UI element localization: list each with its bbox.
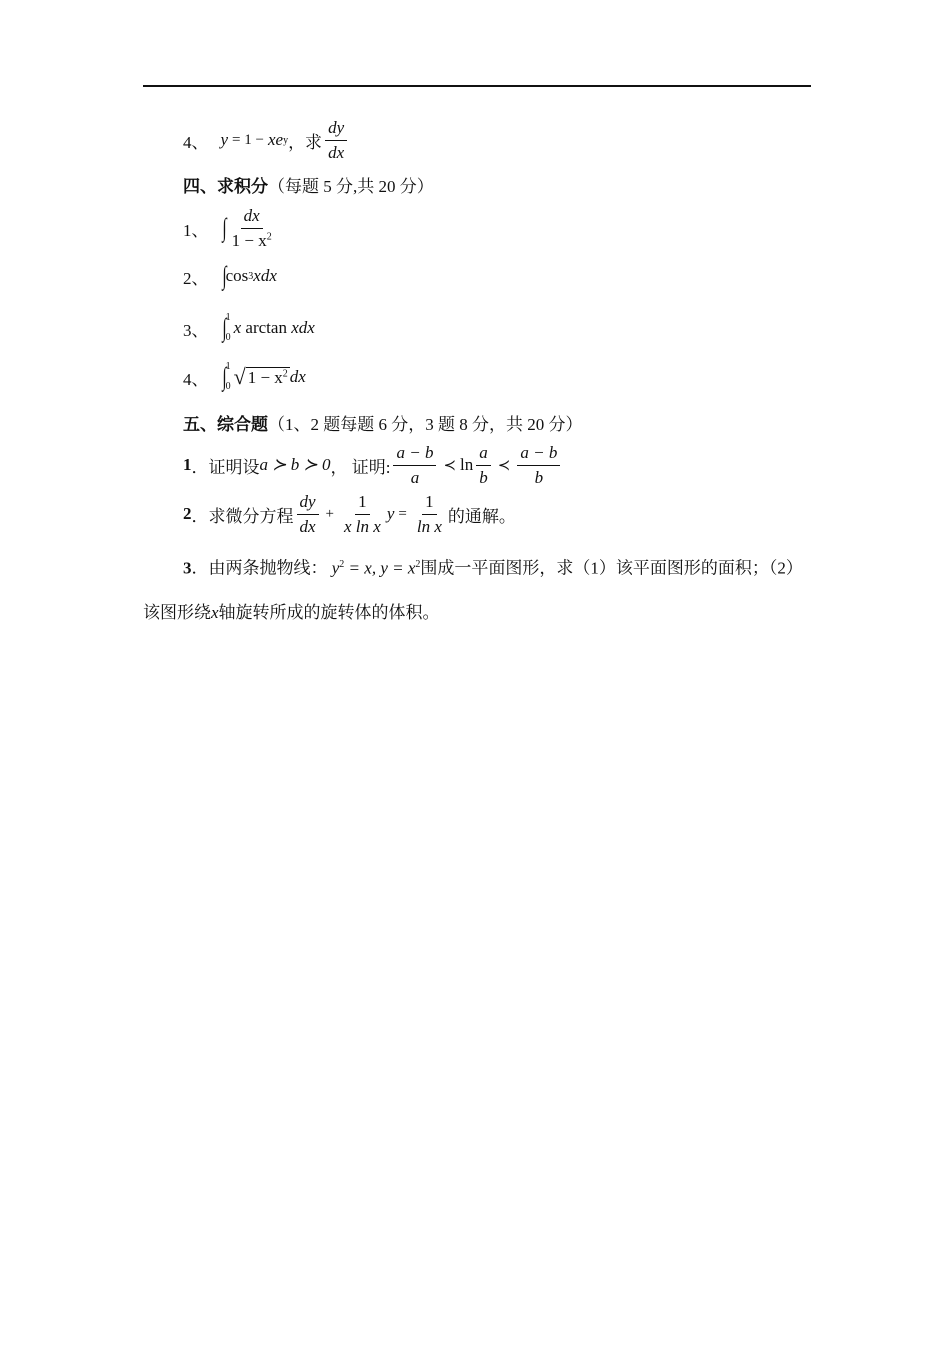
item-number: 2、 [183, 268, 209, 288]
fn-arctan: arctan [245, 318, 287, 337]
fraction: $\frac{dx}{1 - x^2}$ [231, 206, 272, 250]
fraction: $\frac{a}{b}$ [476, 443, 491, 487]
expr-sup: y [283, 134, 289, 146]
integral-limits: 1 0 [225, 361, 231, 392]
integral-sign: ∫ [221, 213, 227, 243]
expr-eq: = 1 − [232, 131, 264, 148]
integral-sign: ∫ [221, 313, 227, 342]
header-rule [143, 85, 811, 87]
section-5-heading [183, 410, 583, 435]
problem-3: 3．由两条抛物线： $y^2 = x$, $y = x^2$围成一平面图形，求（1）该平面图形的面积；（2）该图形绕x轴旋转所成的旋转体的体积。 [143, 558, 803, 622]
item-number: 1、 [183, 220, 209, 240]
item-number: 4、 [183, 369, 209, 389]
problem-number: 2 [183, 504, 192, 524]
section-note: （每题 5 分,共 20 分） [268, 177, 434, 196]
integral-item-2 [183, 263, 277, 289]
exponent: 3 [248, 270, 254, 282]
condition: a ≻ b ≻ 0 [259, 455, 331, 475]
square-root: √ $1 - x^2$ [233, 364, 288, 389]
fraction: $\frac{a - b}{a}$ [393, 443, 436, 487]
integral-item-3 [183, 313, 315, 343]
question-number: 4、 [183, 132, 209, 152]
fraction: $\frac{a - b}{b}$ [517, 443, 560, 487]
section-title: 四、求积分 [183, 177, 268, 196]
item-number: 3、 [183, 320, 209, 340]
integrand-var: xdx [253, 266, 277, 285]
integral-sign: ∫ [221, 362, 227, 391]
differential: dx [289, 367, 306, 386]
integral-item-4 [183, 362, 306, 392]
integrand-x: x [233, 318, 242, 337]
fraction: $\frac{dy}{dx}$ [297, 492, 319, 536]
problem-number: 1 [183, 455, 192, 475]
ask-text: ，求 [288, 132, 323, 152]
expr-xe: xe [267, 130, 284, 150]
question-4-derivative [183, 118, 350, 162]
expr-y: y [220, 130, 229, 150]
integrand-var: xdx [291, 318, 315, 337]
fn-ln: ln [460, 455, 474, 475]
fraction: $\frac{1}{\text{ln x}}$ [416, 492, 442, 536]
problem-number: 3 [183, 558, 192, 578]
problem-2: 2 ．求微分方程 $\frac{dy}{dx}$ + $\frac{1}{\text{x ln x}}$ y = $\frac{1}{\text{ln x}}$ 的通解。 [183, 492, 516, 536]
fn-cos: cos [225, 266, 249, 285]
section-note: （1、2 题每题 6 分，3 题 8 分，共 20 分） [268, 415, 583, 434]
integral-item-1 [183, 206, 278, 250]
fraction-dy-dx: $\frac{dy}{dx}$ [325, 118, 347, 162]
fraction: $\frac{1}{\text{x ln x}}$ [344, 492, 381, 536]
section-4-heading [183, 172, 434, 197]
problem-1: 1 ．证明设 a ≻ b ≻ 0 ， 证明: $\frac{a - b}{a}$ ≺ ln $\frac{a}{b}$ ≺ $\frac{a - b}{b}$ [183, 443, 563, 487]
integral-limits: 1 0 [225, 312, 231, 343]
section-title: 五、综合题 [183, 415, 268, 434]
integral-sign: ∫ [221, 261, 227, 290]
